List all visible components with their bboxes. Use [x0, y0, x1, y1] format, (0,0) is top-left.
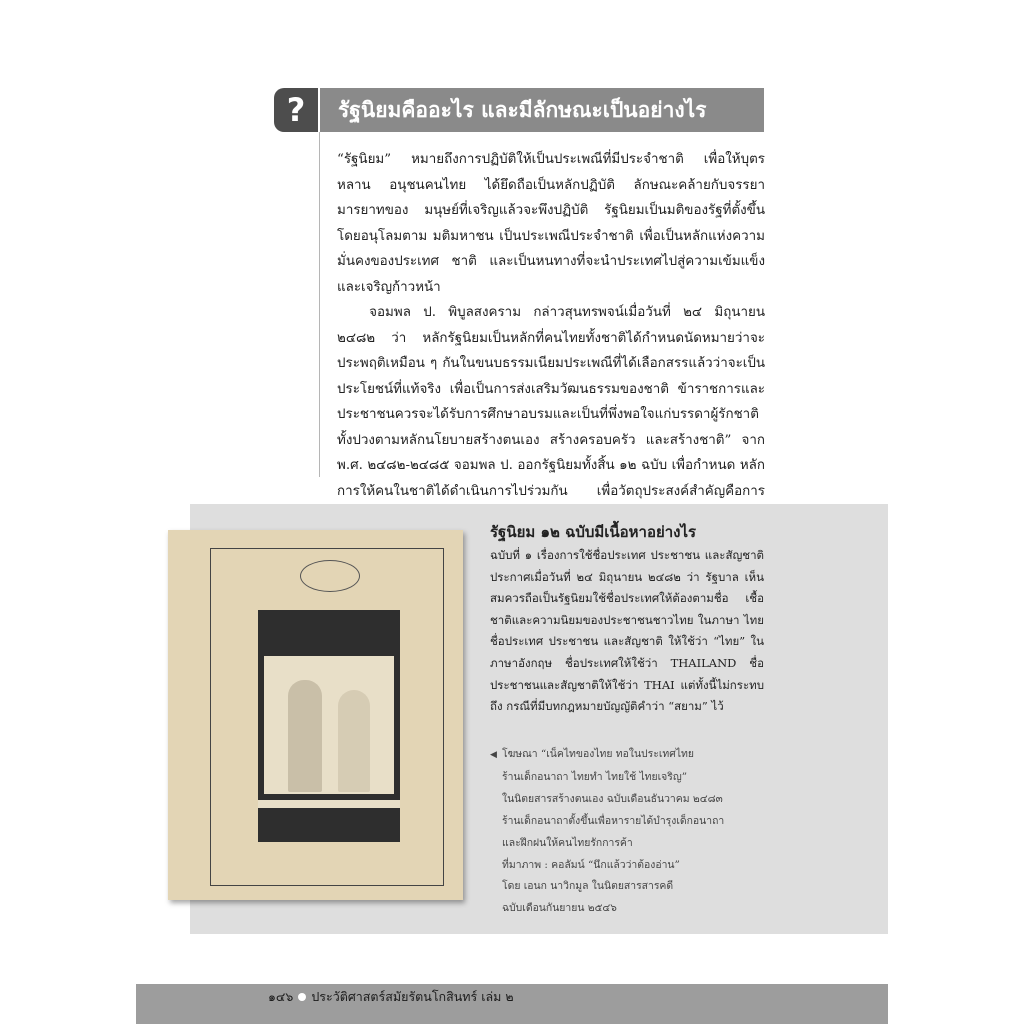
caption-line: ที่มาภาพ : คอลัมน์ “นึกแล้วว่าต้องอ่าน” — [502, 858, 680, 871]
caption-line: ร้านเด็กอนาถา ไทยทำ ไทยใช้ ไทยเจริญ” — [502, 770, 688, 783]
man-figure — [288, 680, 322, 792]
section-divider-line — [319, 132, 320, 477]
question-title-bar — [320, 88, 764, 132]
body-text — [337, 147, 765, 530]
caption-line: ◀ โฆษณา “เน็คไทของไทย ทอในประเทศไทย — [490, 744, 765, 767]
caption-line: และฝึกฝนให้คนไทยรักการค้า — [502, 836, 633, 849]
caption-line: ฉบับเดือนกันยายน ๒๕๔๖ — [502, 902, 617, 915]
question-title: รัฐนิยมคืออะไร และมีลักษณะเป็นอย่างไร — [338, 98, 707, 122]
body-paragraph-1: “รัฐนิยม” หมายถึงการปฏิบัติให้เป็นประเพณีที่มีประจำชาติ เพื่อให้บุตรหลาน อนุชนคนไทย ได้ยึดถือเป็นหลักปฏิบัติ ลักษณะคล้ายกับจรรยามารยาทของ มนุษย์ที่เจริญแล้วจะพึงปฏิบัติ รัฐนิยมเป็นมติของรัฐที่ตั้งขึ้นโดยอนุโลมตาม มติมหาชน เป็นประเพณีประจำชาติ เพื่อเป็นหลักแห่งความมั่นคงของประเทศ ชาติ และเป็นหนทางที่จะนำประเทศไปสู่ความเข้มแข็งและเจริญก้าวหน้า — [337, 152, 765, 295]
panel-text — [490, 545, 764, 718]
page-footer — [136, 984, 888, 1024]
body-paragraph-2: จอมพล ป. พิบูลสงคราม กล่าวสุนทรพจน์เมื่อวันที่ ๒๔ มิถุนายน ๒๔๘๒ ว่า หลักรัฐนิยมเป็นหลักที่คนไทยทั้งชาติได้กำหนดนัดหมายว่าจะ ประพฤติเหมือน ๆ กันในขนบธรรมเนียมประเพณีที่ได้เลือกสรรแล้วว่าจะเป็น ประโยชน์ที่แท้จริง เพื่อเป็นการส่งเสริมวัฒนธรรมของชาติ ข้าราชการและ ประชาชนควรจะได้รับการศึกษาอบรมและเป็นที่พึ่งพอใจแก่บรรดาผู้รักชาติ ทั้งปวงตามหลักนโยบายสร้างตนเอง สร้างครอบครัว และสร้างชาติ” จาก พ.ศ. ๒๔๘๒-๒๔๘๕ จอมพล ป. ออกรัฐนิยมทั้งสิ้น ๑๒ ฉบับ เพื่อกำหนด หลักการให้คนในชาติได้ดำเนินการไปร่วมกัน เพื่อวัตถุประสงค์สำคัญคือการ — [337, 305, 765, 499]
woman-figure — [338, 690, 370, 792]
booklet-stamp — [300, 560, 360, 592]
image-caption — [490, 744, 765, 920]
panel-paragraph: ฉบับที่ ๑ เรื่องการใช้ชื่อประเทศ ประชาชน และสัญชาติ ประกาศเมื่อวันที่ ๒๔ มิถุนายน ๒๔๘๒ ว่า รัฐบาล เห็นสมควรถือเป็นรัฐนิยมใช้ชื่อประเทศให้ต้องตามชื่อ เชื้อชาติและความนิยมของประชาชนชาวไทย ในภาษา ไทย ชื่อประเทศ ประชาชน และสัญชาติ ให้ใช้ว่า “ไทย” ในภาษาอังกฤษ ชื่อประเทศให้ใช้ว่า THAILAND ชื่อ ประชาชนและสัญชาติให้ใช้ว่า THAI แต่ทั้งนี้ไม่กระทบถึง กรณีที่มีบทกฎหมายบัญญัติคำว่า “สยาม” ไว้ — [490, 548, 764, 714]
caption-line: โดย เอนก นาวิกมูล ในนิตยสารสารคดี — [502, 880, 674, 893]
question-mark-icon: ? — [274, 88, 318, 132]
panel-title: รัฐนิยม ๑๒ ฉบับมีเนื้อหาอย่างไร — [490, 523, 697, 541]
arrow-left-icon: ◀ — [490, 750, 497, 760]
footer-text — [268, 984, 514, 1010]
question-header — [274, 88, 764, 132]
caption-line: ร้านเด็กอนาถาตั้งขึ้นเพื่อหารายได้บำรุงเด็กอนาถา — [502, 814, 725, 827]
necktie-advertisement — [258, 610, 400, 842]
book-title: ประวัติศาสตร์สมัยรัตนโกสินทร์ เล่ม ๒ — [311, 989, 514, 1004]
page-number: ๑๔๖ — [268, 989, 294, 1004]
bullet-icon — [298, 993, 306, 1001]
caption-line: ในนิตยสารสร้างตนเอง ฉบับเดือนธันวาคม ๒๔๘๓ — [502, 792, 723, 805]
advertisement-strip — [258, 800, 400, 808]
booklet-image — [168, 530, 463, 900]
advertisement-illustration — [264, 656, 394, 794]
